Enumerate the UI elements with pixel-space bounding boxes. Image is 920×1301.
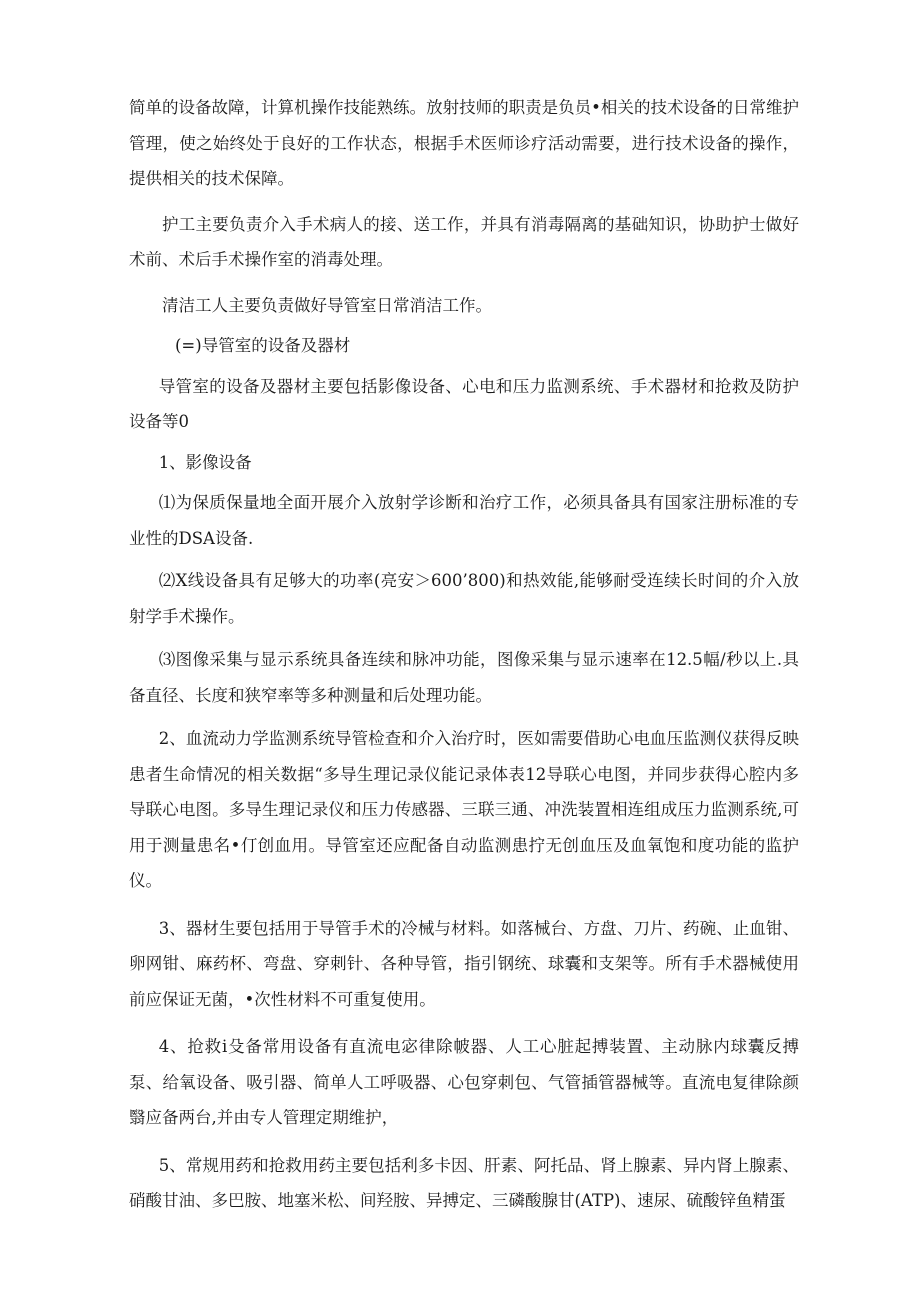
paragraph-medications: 5、常规用药和抢救用药主要包括利多卡因、肝素、阿托品、肾上腺素、异内肾上腺素、硝酸甘油、多巴胺、地塞米松、间羟胺、异搏定、三磷酸腺甘(ATP)、速尿、硫酸锌鱼精蛋 [129, 1155, 799, 1210]
paragraph-rescue-equipment: 4、抢救i殳备常用设备有直流电宓律除帔器、人工心脏起搏装置、主动脉内球囊反搏泵、给氧设备、吸引器、简单人工呼吸器、心包穿刺包、气管插管器械等。直流电复律除颜翳应备两台,并由专人管理定期维护， [129, 1037, 799, 1127]
paragraph-imaging-item-3: ⑶图像采集与显示系统具备连续和脉冲功能，图像采集与显示速率在12.5幅/秒以上.具备直径、长度和狭窄率等多种测量和后处理功能。 [129, 650, 799, 705]
paragraph-imaging-item-1: ⑴为保质保量地全面开展介入放射学诊断和治疗工作，必须具备具有国家注册标准的专业性的DSA设备. [129, 493, 799, 548]
section-heading-equipment: (=)导管室的设备及器材 [175, 336, 351, 355]
paragraph-technician-duties: 简单的设备故障，计算机操作技能熟练。放射技师的职责是负员•相关的技术设备的日常维护管理，使之始终处于良好的工作状态，根据手术医师诊疗活动需要，进行技术设备的操作，提供相关的技术保障。 [129, 98, 799, 188]
document-page [129, 90, 799, 1219]
paragraph-imaging-item-2: ⑵X线设备具有足够大的功率(亮安＞600’800)和热效能,能够耐受连续长时间的介入放射学手术操作。 [129, 571, 799, 626]
paragraph-surgical-instruments: 3、器材生要包括用于导管手术的冷械与材料。如落械台、方盘、刀片、药碗、止血钳、卵网钳、麻药杯、弯盘、穿刺针、各种导管，指引钢统、球囊和支架等。所有手术器械使用前应保证无菌，•次性材料不可重复使用。 [129, 918, 799, 1009]
paragraph-hemodynamic-monitoring: 2、血流动力学监测系统导管检查和介入治疗时，医如需要借助心电血压监测仪获得反映患者生命情况的相关数据“多导生理记录仪能记录体表12导联心电图，并同步获得心腔内多导联心电图。多导生理记录仪和压力传感器、三联三通、冲洗装置相连组成压力监测系统,可用于测量患名•仃创血用。导管室还应配备自动监测患拧无创血压及血氧饱和度功能的监护仪。 [129, 729, 799, 890]
paragraph-equipment-overview: 导管室的设备及器材主要包括影像设备、心电和压力监测系统、手术器材和抢救及防护设备等0 [129, 376, 799, 431]
paragraph-cleaner: 清洁工人主要负责做好导管室日常消洁工作。 [162, 295, 492, 315]
paragraph-nursing-aide: 护工主要负责介入手术病人的接、送工作，并具有消毒隔离的基础知识，协助护士做好术前、术后手术操作室的消毒处理。 [129, 214, 799, 269]
heading-imaging-equipment: 1、影像设备 [158, 452, 252, 472]
